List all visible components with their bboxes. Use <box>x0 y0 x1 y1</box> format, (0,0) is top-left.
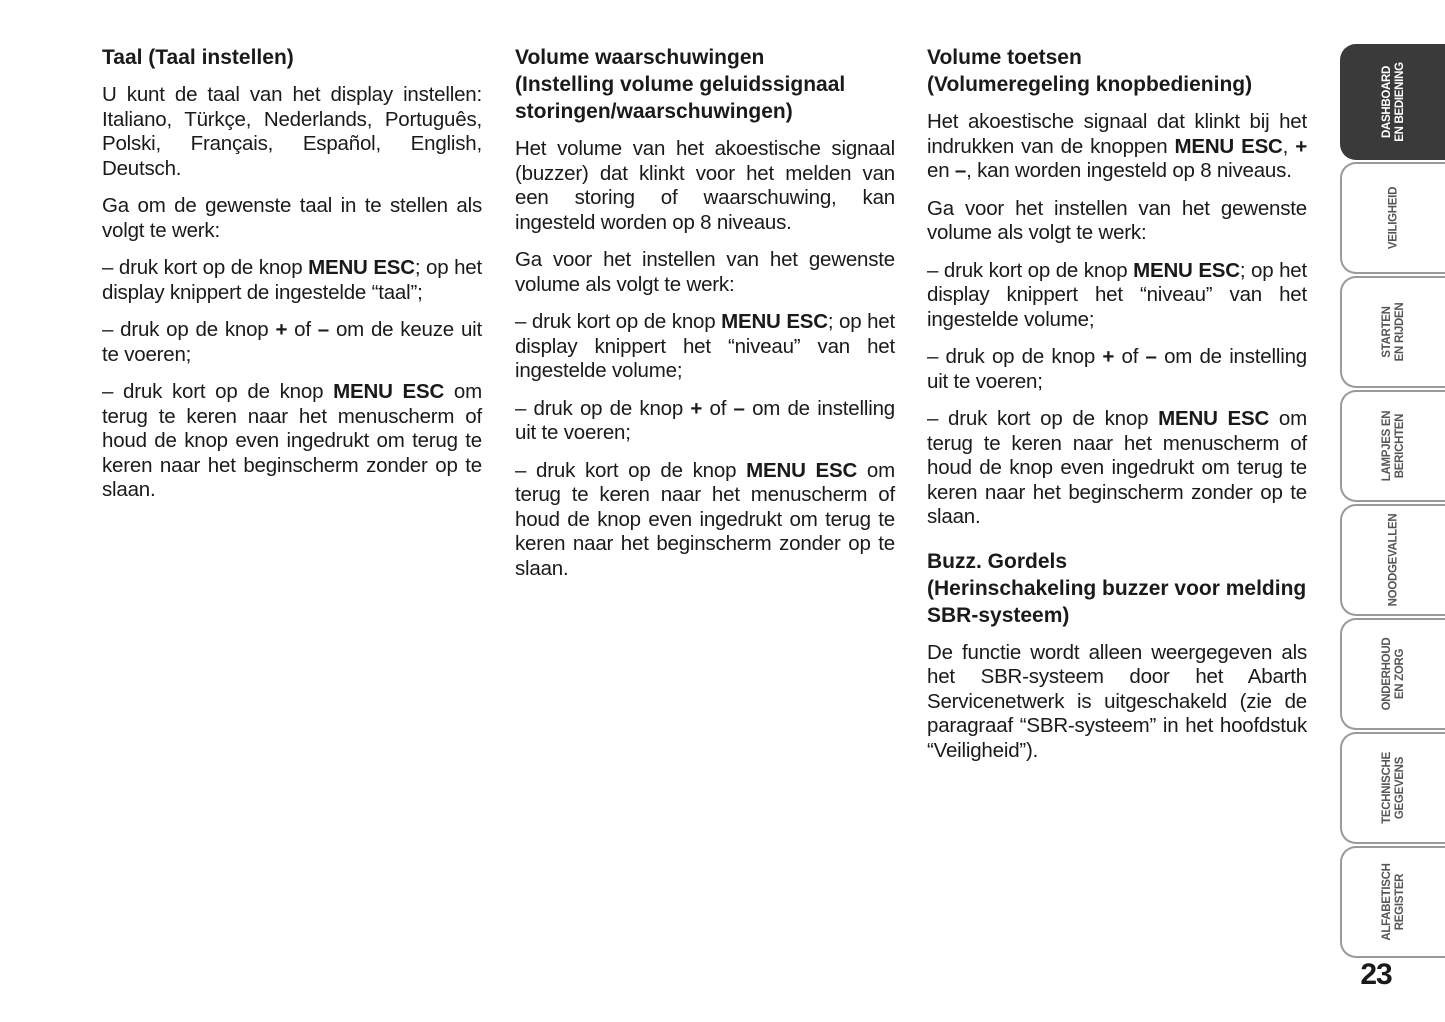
tab-onderhoud-en-zorg[interactable] <box>1340 618 1445 730</box>
tab-noodgevallen[interactable] <box>1340 504 1445 616</box>
key-label: MENU ESC <box>721 310 828 333</box>
paragraph-text: , kan worden ingesteld op 8 niveaus. <box>966 159 1292 182</box>
tab-label: ALFABETISCH REGISTER <box>1380 863 1406 941</box>
paragraph: Ga voor het instellen van het gewenste volume als volgt te werk: <box>927 196 1307 244</box>
step-text: of <box>1114 345 1146 368</box>
paragraph <box>927 110 1307 184</box>
paragraph: U kunt de taal van het display instellen: Italiano, Türkçe, Nederlands, Português, Polski, Français, Español, English, Deutsch. <box>102 83 482 180</box>
section-heading-key-volume <box>927 44 1307 98</box>
paragraph-text: , <box>1282 134 1296 158</box>
step <box>102 256 482 305</box>
paragraph: Ga om de gewenste taal in te stellen als volgt te werk: <box>102 194 482 242</box>
paragraph-text: en <box>927 159 955 182</box>
tab-starten-en-rijden[interactable] <box>1340 276 1445 388</box>
step-text: om terug te keren naar het menuscherm of houd de knop even ingedrukt om terug te keren naar het beginscherm zonder op te slaan. <box>102 380 482 501</box>
key-label: + <box>1102 345 1115 368</box>
section-heading-language: Taal (Taal instellen) <box>102 46 294 69</box>
step <box>102 380 482 503</box>
key-label: – <box>1145 345 1157 368</box>
key-label: MENU ESC <box>333 380 445 403</box>
step <box>515 397 895 446</box>
column-key-volume <box>927 44 1307 776</box>
step-text: ; op het display knippert de ingestelde “taal”; <box>102 256 482 304</box>
step <box>927 407 1307 530</box>
step <box>515 459 895 582</box>
key-label: + <box>275 318 288 341</box>
tab-technische-gegevens[interactable] <box>1340 732 1445 844</box>
step <box>927 259 1307 333</box>
step-text: – druk op de knop <box>515 396 691 420</box>
paragraph: Het volume van het akoestische signaal (buzzer) dat klinkt voor het melden van een storing of waarschuwing, kan ingesteld worden op 8 niveaus. <box>515 137 895 234</box>
step-text: om de keuze uit te voeren; <box>102 318 482 366</box>
paragraph-text: Het akoestische signaal dat klinkt bij het indrukken van de knoppen <box>927 110 1307 158</box>
key-label: + <box>690 396 703 420</box>
step-text: of <box>702 396 734 420</box>
step <box>927 345 1307 394</box>
paragraph: De functie wordt alleen weergegeven als het SBR-systeem door het Abarth Servicenetwerk is uitgeschakeld (zie de paragraaf “SBR-systeem” in het hoofdstuk “Veiligheid”). <box>927 640 1307 762</box>
heading-line: (Herinschakeling buzzer voor melding SBR-systeem) <box>927 576 1307 627</box>
step-text: – druk kort op de knop <box>102 256 309 279</box>
step-text: – druk kort op de knop <box>927 407 1159 430</box>
heading-line: (Volumeregeling knopbediening) <box>927 73 1253 96</box>
column-language <box>102 44 482 516</box>
step-text: – druk kort op de knop <box>102 380 334 403</box>
step-text: om terug te keren naar het menuscherm of houd de knop even ingedrukt om terug te keren naar het beginscherm zonder op te slaan. <box>927 407 1307 528</box>
key-label: MENU ESC <box>1174 134 1283 158</box>
tab-label: NOODGEVALLEN <box>1387 513 1399 607</box>
heading-line: (Instelling volume geluidssignaal storingen/waarschuwingen) <box>515 73 846 123</box>
key-label: – <box>954 159 967 182</box>
tab-dashboard-en-bediening[interactable] <box>1340 44 1445 160</box>
step-text: – druk kort op de knop <box>927 258 1134 282</box>
heading-line: Volume waarschuwingen <box>515 46 765 69</box>
paragraph: Ga voor het instellen van het gewenste volume als volgt te werk: <box>515 248 895 296</box>
tab-label: STARTEN EN RIJDEN <box>1380 302 1406 362</box>
section-heading-warning-volume <box>515 44 895 125</box>
step-text: – druk op de knop <box>102 318 276 341</box>
heading-line: Volume toetsen <box>927 46 1082 69</box>
key-label: MENU ESC <box>308 256 415 279</box>
step-text: om terug te keren naar het menuscherm of houd de knop even ingedrukt om terug te keren naar het beginscherm zonder op te slaan. <box>515 458 895 580</box>
step-text: ; op het display knippert het “niveau” van het ingestelde volume; <box>927 258 1307 331</box>
key-label: MENU ESC <box>1133 258 1240 282</box>
key-label: MENU ESC <box>746 458 858 482</box>
column-warning-volume <box>515 44 895 594</box>
section-heading-belt-buzzer <box>927 548 1307 629</box>
tab-label: LAMPJES EN BERICHTEN <box>1380 410 1406 482</box>
step-text: of <box>287 318 318 341</box>
key-label: MENU ESC <box>1158 407 1270 430</box>
page-number: 23 <box>1360 958 1392 991</box>
heading-line: Buzz. Gordels <box>927 549 1068 573</box>
tab-veiligheid[interactable] <box>1340 162 1445 274</box>
step-text: ; op het display knippert het “niveau” van het ingestelde volume; <box>515 310 895 382</box>
step <box>515 310 895 384</box>
tab-label: DASHBOARD EN BEDIENING <box>1380 62 1406 142</box>
key-label: – <box>317 318 329 341</box>
step-text: om de instelling uit te voeren; <box>515 396 895 444</box>
key-label: + <box>1295 134 1307 158</box>
step-text: – druk op de knop <box>927 345 1103 368</box>
tab-alfabetisch-register[interactable] <box>1340 846 1445 958</box>
key-label: – <box>733 396 745 420</box>
step-text: – druk kort op de knop <box>515 458 747 482</box>
chapter-tabs <box>1340 44 1445 960</box>
tab-label: VEILIGHEID <box>1387 186 1399 250</box>
tab-label: ONDERHOUD EN ZORG <box>1380 637 1406 711</box>
tab-label: TECHNISCHE GEGEVENS <box>1380 752 1406 824</box>
step-text: – druk kort op de knop <box>515 310 722 333</box>
step <box>102 318 482 367</box>
step-text: om de instelling uit te voeren; <box>927 345 1307 393</box>
tab-lampjes-en-berichten[interactable] <box>1340 390 1445 502</box>
